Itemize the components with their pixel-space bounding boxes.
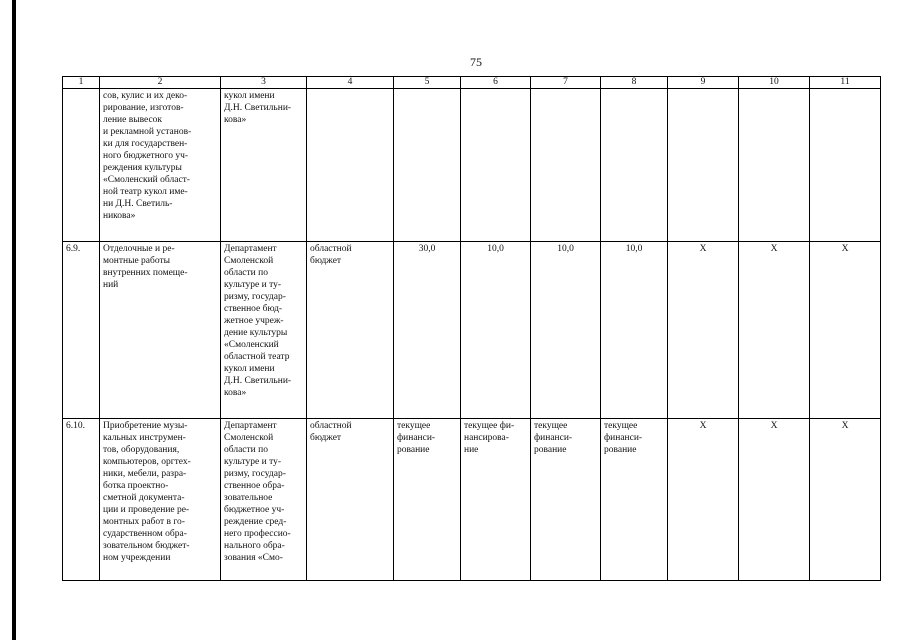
table-row <box>63 419 881 581</box>
executor: Департамент Смоленской области по культуре и ту- ризму, государ- ственное бюд- жетное учреж- дение культуры «Смоленский областной театр кукол имени Д.Н. Светильни- кова» <box>221 242 307 419</box>
value-col-10: X <box>739 419 810 581</box>
header-cell: 7 <box>531 77 601 89</box>
header-cell: 6 <box>461 77 531 89</box>
value-year-1: 10,0 <box>461 242 531 419</box>
value-total <box>394 89 461 242</box>
row-number: 6.9. <box>63 242 100 419</box>
value-year-1 <box>461 89 531 242</box>
table-row <box>63 89 881 242</box>
value-col-11: X <box>810 419 881 581</box>
header-cell: 5 <box>394 77 461 89</box>
value-col-11: X <box>810 242 881 419</box>
value-year-3: текущее финанси- рование <box>601 419 668 581</box>
value-year-2 <box>531 89 601 242</box>
funding-source <box>307 89 394 242</box>
value-col-11 <box>810 89 881 242</box>
value-col-9 <box>668 89 739 242</box>
value-total: 30,0 <box>394 242 461 419</box>
header-cell: 11 <box>810 77 881 89</box>
row-number: 6.10. <box>63 419 100 581</box>
funding-source: областной бюджет <box>307 419 394 581</box>
funding-source: областной бюджет <box>307 242 394 419</box>
value-col-10: X <box>739 242 810 419</box>
page-number: 75 <box>470 55 482 69</box>
value-col-10 <box>739 89 810 242</box>
activity-name: сов, кулис и их деко- рирование, изготов- ление вывесок и рекламной установ- ки для государствен- ного бюджетного уч- реждения культуры «Смоленский област- ной театр кукол име- ни Д.Н. Светиль- никова» <box>100 89 221 242</box>
value-col-9: X <box>668 242 739 419</box>
row-number <box>63 89 100 242</box>
header-cell: 8 <box>601 77 668 89</box>
executor: Департамент Смоленской области по культуре и ту- ризму, государ- ственное обра- зовательное бюджетное уч- реждение сред- него профессио- нального обра- зования «Смо- <box>221 419 307 581</box>
activity-name: Отделочные и ре- монтные работы внутренних помеще- ний <box>100 242 221 419</box>
table-row <box>63 242 881 419</box>
value-year-2: текущее финанси- рование <box>531 419 601 581</box>
header-cell: 10 <box>739 77 810 89</box>
value-year-3: 10,0 <box>601 242 668 419</box>
value-total: текущее финанси- рование <box>394 419 461 581</box>
column-number-header <box>63 77 881 89</box>
header-cell: 3 <box>221 77 307 89</box>
activity-name: Приобретение музы- кальных инструмен- тов, оборудования, компьютеров, оргтех- ники, мебели, разра- ботка проектно- сметной документа- ции и проведение ре- монтных работ в го- сударственном обра- зовательном бюджет- ном учреждении <box>100 419 221 581</box>
value-year-2: 10,0 <box>531 242 601 419</box>
value-year-3 <box>601 89 668 242</box>
left-border-bar <box>12 0 16 640</box>
value-year-1: текущее фи- нансирова- ние <box>461 419 531 581</box>
header-cell: 1 <box>63 77 100 89</box>
budget-table <box>62 76 881 581</box>
header-cell: 2 <box>100 77 221 89</box>
header-cell: 4 <box>307 77 394 89</box>
value-col-9: X <box>668 419 739 581</box>
header-cell: 9 <box>668 77 739 89</box>
executor: кукол имени Д.Н. Светильни- кова» <box>221 89 307 242</box>
